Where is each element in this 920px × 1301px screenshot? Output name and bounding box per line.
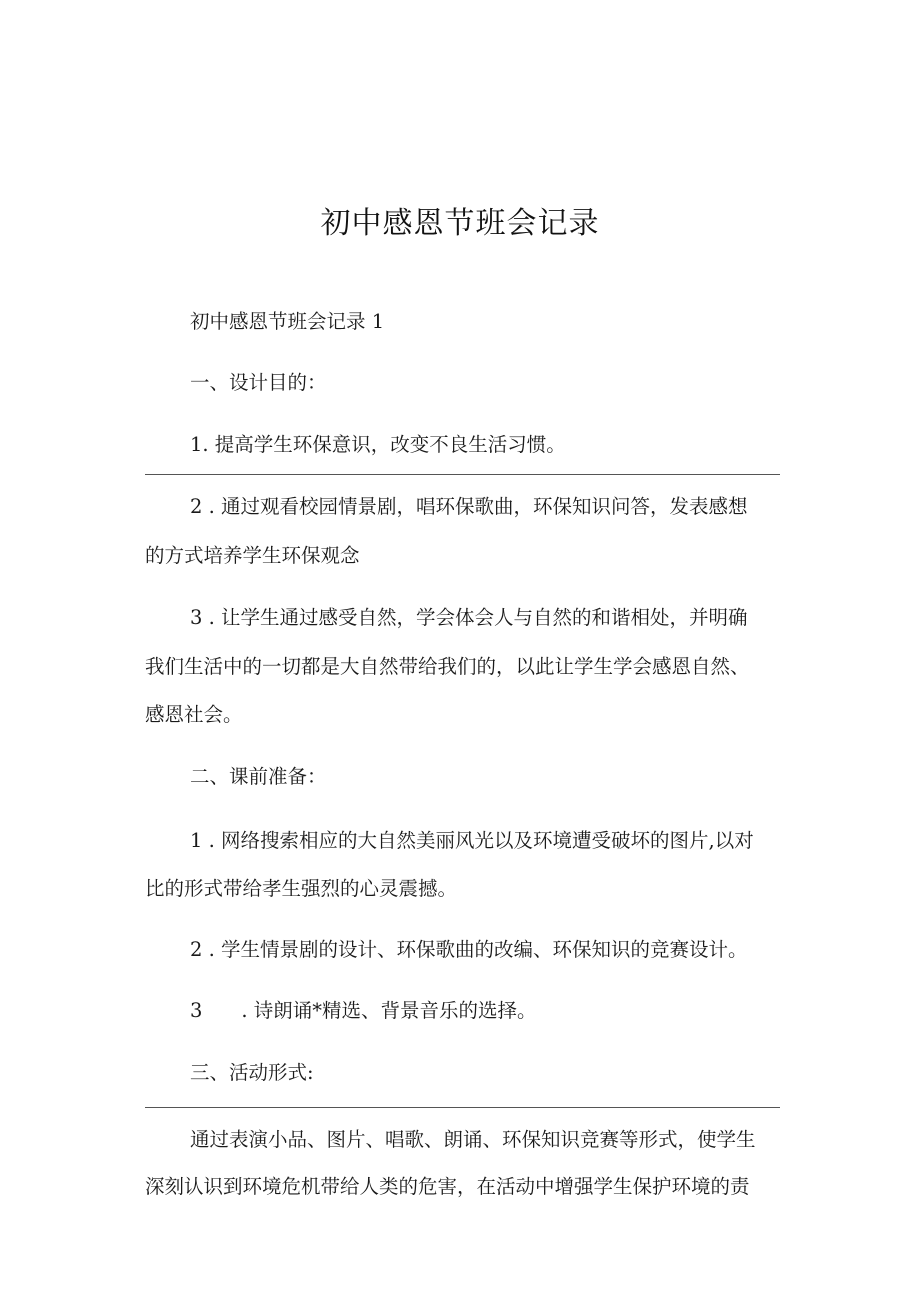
prep-item-3: 3 . 诗朗诵*精选、背景音乐的选择。 [190, 999, 537, 1022]
activity-para-line-1: 通过表演小品、图片、唱歌、朗诵、环保知识竞赛等形式，使学生 [190, 1128, 756, 1151]
goal-item-3-line-1: 3 . 让学生通过感受自然，学会体会人与自然的和谐相处，并明确 [190, 606, 748, 629]
prep-item-1-line-2: 比的形式带给孝生强烈的心灵震撼。 [145, 877, 458, 900]
section-heading-activity-format: 三、活动形式: [190, 1061, 314, 1084]
goal-item-2-line-2: 的方式培养学生环保观念 [145, 544, 360, 567]
divider-line [145, 1107, 780, 1108]
goal-item-3-line-2: 我们生活中的一切都是大自然带给我们的，以此让学生学会感恩自然、 [145, 655, 750, 678]
prep-item-1-line-1: 1 . 网络搜索相应的大自然美丽风光以及环境遭受破坏的图片,以对 [190, 829, 754, 852]
goal-item-1: 1. 提高学生环保意识，改变不良生活习惯。 [190, 433, 566, 456]
document-subtitle: 初中感恩节班会记录 1 [190, 310, 385, 333]
page-title: 初中感恩节班会记录 [320, 206, 600, 241]
prep-item-2: 2 . 学生情景剧的设计、环保歌曲的改编、环保知识的竞赛设计。 [190, 938, 748, 961]
activity-para-line-2: 深刻认识到环境危机带给人类的危害，在活动中增强学生保护环境的责 [145, 1175, 750, 1198]
goal-item-2-line-1: 2 . 通过观看校园情景剧，唱环保歌曲，环保知识问答，发表感想 [190, 495, 748, 518]
goal-item-3-line-3: 感恩社会。 [145, 703, 243, 726]
section-heading-design-goals: 一、设计目的： [190, 371, 327, 394]
divider-line [145, 474, 780, 475]
section-heading-preparation: 二、课前准备： [190, 765, 327, 788]
